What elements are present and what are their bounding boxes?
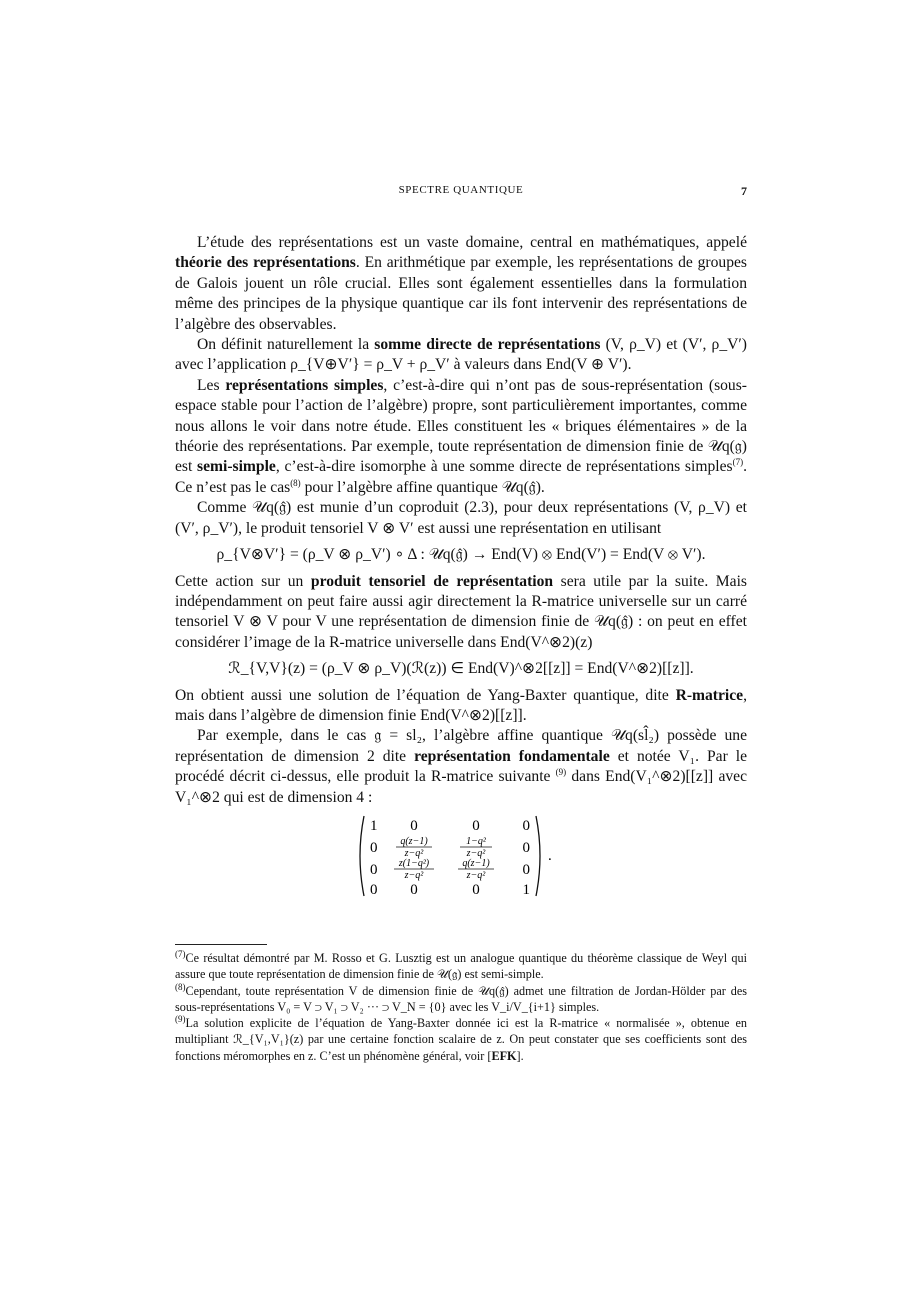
p3-mid1: , c’est-à-dire qui n’ont pas de sous-représentation (sous-espace stable pour l’action de l’algèbre) propre, sont particulièrement importantes, comme nous allons le voir dans notre étude. Elles constituent les « briques élémentaires » de la théorie des représentations. Par exemple, toute représentation de dimension finie de 𝒰q(𝔤) est (175, 376, 747, 476)
paragraph-7 (175, 726, 747, 808)
p7-mid: et notée V₁. Par le procédé décrit ci-dessus, elle produit la R-matrice suivante (175, 747, 747, 786)
page-number: 7 (741, 184, 747, 198)
r-matrix (356, 814, 566, 898)
matrix-trailing-period: . (548, 847, 552, 864)
p5-start: Cette action sur un (175, 572, 311, 590)
footnote-9-text-end: ]. (516, 1048, 524, 1063)
footnote-mark-8: (8) (175, 981, 186, 992)
footnotes (175, 950, 747, 1064)
matrix-frac-num: z(1−q²) (398, 857, 430, 869)
p2-start: On définit naturellement la (197, 336, 375, 354)
p1-start: L’étude des représentations est un vaste domaine, central en mathématiques, appelé (197, 234, 747, 251)
footnote-8-text: Cependant, toute représentation V de dimension finie de 𝒰q(𝔤̂) admet une filtration de Jordan-Hölder par des sous-représentations V₀ = V ⊃ V₁ ⊃ V₂ ··· ⊃ V_N = {0} avec les V_i/V_{i+1} simples. (175, 983, 747, 1014)
footnote-rule (175, 944, 267, 945)
term-representations-simples: représentations simples (225, 376, 384, 394)
running-title: SPECTRE QUANTIQUE (398, 184, 524, 196)
paragraph-2 (175, 335, 747, 376)
term-semi-simple: semi-simple (197, 458, 276, 476)
p3-mid2: , c’est-à-dire isomorphe à une somme directe de représentations simples (275, 458, 733, 476)
term-representation-fondamentale: représentation fondamentale (414, 747, 610, 765)
p5-end: sera utile par la suite. Mais indépendamment on peut faire aussi agir directement la R-matrice universelle sur un carré tensoriel V ⊗ V pour V une représentation de dimension finie de 𝒰q(𝔤̂) : on peut en effet considérer l’image de la R-matrice universelle dans End(V^⊗2)(z) (175, 572, 747, 651)
paragraph-1 (175, 233, 747, 335)
citation-efk[interactable]: EFK (491, 1048, 517, 1063)
equation-r-matrix-image: ℛ_{V,V}(z) = (ρ_V ⊗ ρ_V)(ℛ(z)) ∈ End(V)^⊗2[[z]] = End(V^⊗2)[[z]]. (228, 660, 694, 678)
running-header (175, 184, 747, 200)
footnote-mark-9: (9) (175, 1014, 186, 1025)
matrix-frac-num: 1−q² (466, 835, 486, 847)
footnote-7 (175, 950, 747, 983)
footnote-8 (175, 983, 747, 1016)
matrix-frac-den: z−q² (466, 847, 486, 859)
p7-start: Par exemple, dans le cas 𝔤 = sl₂, l’algèbre affine quantique 𝒰q(sl̂₂) possède une représentation de dimension 2 dite (175, 727, 747, 765)
paragraph-4: Comme 𝒰q(𝔤̂) est munie d’un coproduit (2.3), pour deux représentations (V, ρ_V) et (V′, ρ_V′), le produit tensoriel V ⊗ V′ est aussi une représentation en utilisant (175, 499, 747, 537)
p6-end: , mais dans l’algèbre de dimension finie End(V^⊗2)[[z]]. (175, 686, 747, 724)
footnote-ref-7[interactable]: (7) (732, 457, 744, 468)
term-theorie-des-representations: théorie des représentations (175, 254, 356, 272)
matrix-cell: 0 (410, 817, 418, 834)
term-produit-tensoriel: produit tensoriel de représentation (310, 572, 554, 590)
p7-end: dans End(V₁^⊗2)[[z]] avec V₁^⊗2 qui est de dimension 4 : (175, 768, 748, 806)
term-r-matrice: R-matrice (675, 686, 744, 704)
p3-start: Les (197, 376, 226, 394)
footnote-ref-8[interactable]: (8) (290, 477, 301, 488)
matrix-cell: 0 (472, 881, 480, 898)
p3-mid3: . Ce n’est pas le cas (175, 458, 747, 496)
main-text (175, 233, 747, 908)
matrix-frac-num: q(z−1) (400, 835, 428, 847)
matrix-cell: 0 (370, 861, 378, 878)
equation-tensor-product: ρ_{V⊗V′} = (ρ_V ⊗ ρ_V′) ∘ Δ : 𝒰q(𝔤̂) → End(V) ⊗ End(V′) = End(V ⊗ V′). (216, 546, 706, 564)
p6-start: On obtient aussi une solution de l’équation de Yang-Baxter quantique, dite (175, 686, 676, 704)
term-somme-directe: somme directe de représentations (374, 336, 601, 354)
footnote-7-text: Ce résultat démontré par M. Rosso et G. Lusztig est un analogue quantique du théorème classique de Weyl qui assure que toute représentation de dimension finie de 𝒰(𝔤) est semi-simple. (175, 951, 747, 982)
footnote-9-text-start: La solution explicite de l’équation de Yang-Baxter donnée ici est la R-matrice « normalisée », obtenue en multipliant ℛ_{V₁,V₁}(z) par une certaine fonction scalaire de z. On peut constater que ses coefficients sont des fonctions méromorphes en z. C’est un phénomène général, voir [ (175, 1016, 747, 1063)
footnote-mark-7: (7) (175, 948, 186, 959)
matrix-frac-den: z−q² (404, 869, 424, 881)
matrix-cell: 1 (522, 881, 530, 898)
p2-end: (V, ρ_V) et (V′, ρ_V′) avec l’application ρ_{V⊕V′} = ρ_V + ρ_V′ à valeurs dans End(V ⊕ V′). (175, 336, 747, 374)
left-paren-icon (360, 816, 364, 896)
matrix-cell: 0 (370, 839, 378, 856)
footnote-9 (175, 1015, 747, 1064)
matrix-frac-den: z−q² (404, 847, 424, 859)
matrix-cell: 0 (522, 817, 530, 834)
matrix-cell: 1 (370, 817, 378, 834)
paragraph-3 (175, 376, 747, 498)
matrix-cell: 0 (522, 839, 530, 856)
matrix-cell: 0 (370, 881, 378, 898)
footnote-ref-9[interactable]: (9) (555, 766, 567, 777)
matrix-cell: 0 (410, 881, 418, 898)
matrix-cell: 0 (472, 817, 480, 834)
matrix-frac-num: q(z−1) (462, 857, 490, 869)
p3-end: pour l’algèbre affine quantique 𝒰q(𝔤̂). (300, 478, 545, 496)
paragraph-5 (175, 572, 747, 654)
matrix-cell: 0 (522, 861, 530, 878)
matrix-frac-den: z−q² (466, 869, 486, 881)
right-paren-icon (536, 816, 540, 896)
p1-end: . En arithmétique par exemple, les représentations de groupes de Galois jouent un rôle crucial. Elles sont également essentielles dans la formulation même des principes de la physique quantique car ils font intervenir des représentations de l’algèbre des observables. (175, 254, 747, 333)
paragraph-6 (175, 686, 747, 727)
r-matrix-display (175, 814, 747, 898)
